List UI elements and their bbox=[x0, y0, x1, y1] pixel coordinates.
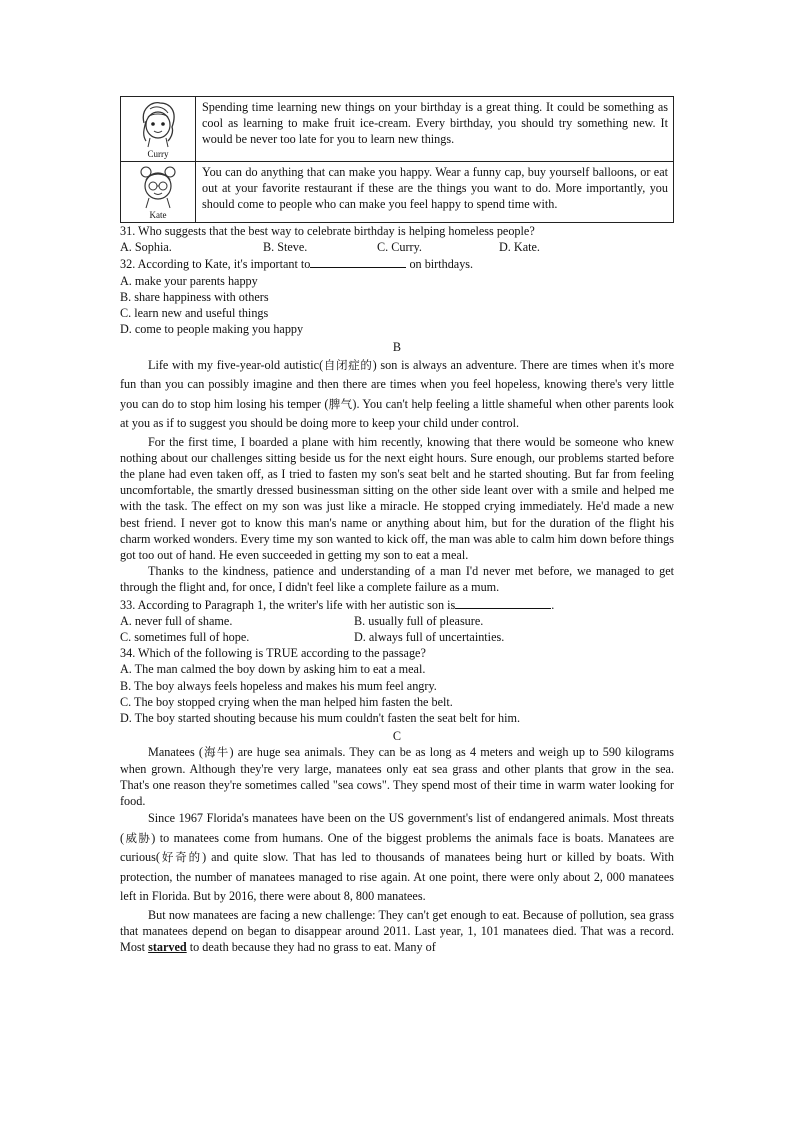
q32-option-c: C. learn new and useful things bbox=[120, 306, 269, 321]
q31-option-c: C. Curry. bbox=[377, 240, 422, 255]
q32-option-a: A. make your parents happy bbox=[120, 273, 258, 288]
question-31-options bbox=[120, 239, 674, 255]
table-row bbox=[121, 97, 674, 162]
worksheet-page bbox=[120, 96, 674, 955]
section-c-paragraph-2: Since 1967 Florida's manatees have been on the US government's list of endangered animals. Most threats (威胁) to manatees come from humans. One of the biggest problems the animals face is boats. Manatees are curious(好奇的) and quite slow. That has led to thousands of manatees being hurt or killed by boats. With protection, the number of manatees managed to rise again. At one point, there were only about 2, 000 manatees left in Florida. But by 2016, there were about 8, 800 manatees. bbox=[120, 811, 675, 904]
q34-option-d: D. The boy started shouting because his mum couldn't fasten the seat belt for him. bbox=[120, 711, 521, 726]
kate-name: Kate bbox=[149, 210, 167, 220]
starved-keyword: starved bbox=[148, 940, 187, 955]
q33-option-a: A. never full of shame. bbox=[120, 613, 233, 628]
question-33-options-row-1 bbox=[120, 613, 674, 629]
q31-option-b: B. Steve. bbox=[263, 240, 308, 255]
q33-option-c: C. sometimes full of hope. bbox=[120, 630, 250, 645]
question-32: 32. According to Kate, it's important to on birthdays. bbox=[120, 257, 474, 272]
kate-portrait-icon bbox=[134, 164, 182, 210]
curry-opinion-text: Spending time learning new things on your birthday is a great thing. It could be something as cool as learning to make fruit ice-cream. Every birthday, you should try something new. It would be never too late for you to learn new things. bbox=[196, 97, 674, 162]
q32-option-d: D. come to people making you happy bbox=[120, 322, 304, 337]
section-c-paragraph-1: Manatees (海牛) are huge sea animals. They can be as long as 4 meters and weigh up to 590 kilograms when grown. Although they're very large, manatees only eat sea grass and other plants that grow in the sea. That's one reason they're sometimes called "sea cows". They spend most of their time in warm water looking for food. bbox=[120, 745, 675, 809]
curry-name: Curry bbox=[147, 149, 169, 159]
answer-blank bbox=[310, 255, 406, 268]
q34-option-a: A. The man calmed the boy down by asking him to eat a meal. bbox=[120, 662, 426, 677]
q34-option-b: B. The boy always feels hopeless and makes his mum feel angry. bbox=[120, 678, 437, 693]
section-b-paragraph-2: For the first time, I boarded a plane with him recently, knowing that there would be someone who knew nothing about our challenges sitting beside us for the next eight hours. Sure enough, our problems started before the plane had even taken off, as I tried to fasten my son's seat belt and he started shouting. But far from feeling uncomfortable, the smartly dressed businessman sitting on the other side leant over with a smile and helped me with the task. The effect on my son was just like a miracle. He stopped crying immediately. He'd made a new best friend. I never got to know this man's name or anything about him, but for the duration of the flight his charm worked wonders. Every time my son wanted to kick off, the man was able to calm him down before things got too out of hand. He even succeeded in getting my son to eat a meal. bbox=[120, 434, 674, 563]
q31-option-a: A. Sophia. bbox=[120, 240, 172, 255]
q33-option-d: D. always full of uncertainties. bbox=[354, 630, 505, 645]
question-34: 34. Which of the following is TRUE according to the passage? bbox=[120, 646, 426, 661]
section-b-paragraph-1: Life with my five-year-old autistic(自闭症的) son is always an adventure. There are times when it's more fun than you can possibly imagine and then there are times when you feel hopeless, knowing there's very little you can do to stop him losing his temper (脾气). You can't help feeling a little shameful when other parents look at you as if to suggest you should be doing more to keep your child under control. bbox=[120, 357, 674, 431]
section-c-heading: C bbox=[392, 729, 402, 744]
question-31: 31. Who suggests that the best way to celebrate birthday is helping homeless people? bbox=[120, 224, 535, 238]
section-c-paragraph-3: But now manatees are facing a new challenge: They can't get enough to eat. Because of pollution, sea grass that manatees depend on began to disappear around 2011. Last year, 1, 101 manatees died. That was a record. Most starved to death because they had no grass to eat. Many of bbox=[120, 907, 674, 955]
kate-opinion-text: You can do anything that can make you happy. Wear a funny cap, buy yourself balloons, or eat out at your favorite restaurant if these are the things you want to do. More importantly, you should come to people who can make you feel happy to spend time with. bbox=[196, 162, 674, 223]
question-33: 33. According to Paragraph 1, the writer's life with her autistic son is . bbox=[120, 597, 555, 612]
q32-option-b: B. share happiness with others bbox=[120, 289, 269, 304]
q33-option-b: B. usually full of pleasure. bbox=[354, 613, 484, 628]
table-row bbox=[121, 162, 674, 223]
answer-blank bbox=[455, 596, 551, 609]
q34-option-c: C. The boy stopped crying when the man helped him fasten the belt. bbox=[120, 694, 453, 709]
question-33-options-row-2 bbox=[120, 629, 674, 645]
section-b-paragraph-3: Thanks to the kindness, patience and understanding of a man I'd never met before, we managed to get through the flight and, for once, I didn't feel like a complete failure as a mum. bbox=[120, 564, 674, 595]
curry-portrait-cell bbox=[121, 97, 196, 162]
q31-option-d: D. Kate. bbox=[499, 240, 540, 255]
curry-portrait-icon bbox=[134, 99, 182, 149]
section-b-heading: B bbox=[392, 340, 402, 355]
kate-portrait-cell bbox=[121, 162, 196, 223]
opinions-table bbox=[120, 96, 674, 223]
